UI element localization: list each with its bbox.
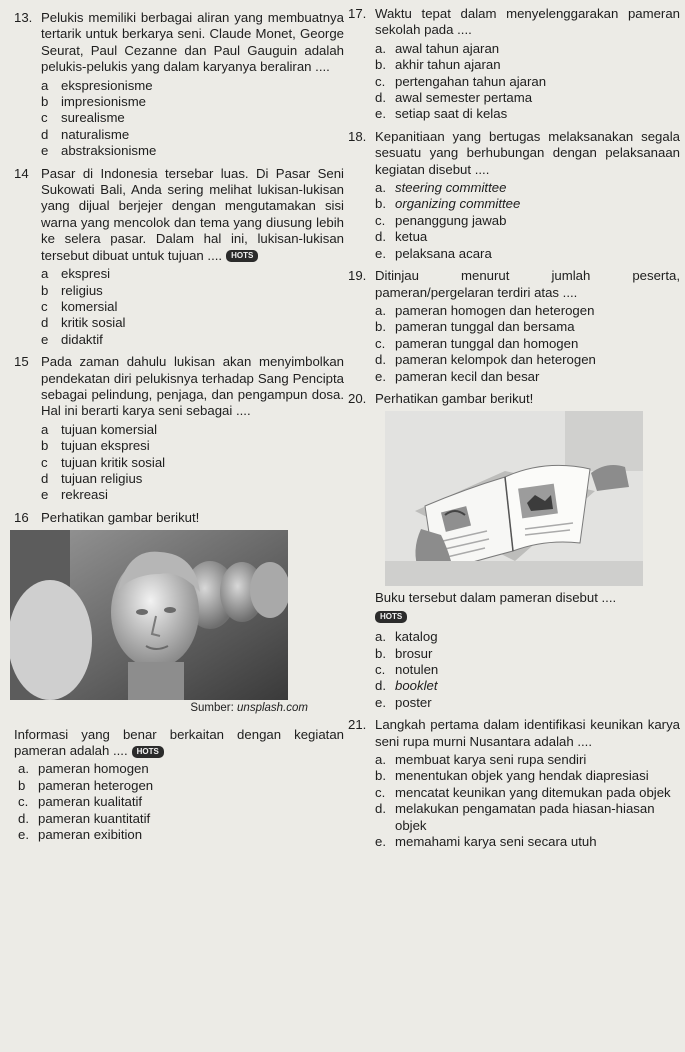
left-column: [14, 10, 344, 849]
option-a[interactable]: a. awal tahun ajaran: [375, 40, 500, 56]
question-text: Ditinjau menurut jumlah peserta, pameran/pergelaran terdiri atas ....: [375, 268, 680, 300]
option-e[interactable]: e. pameran exibition: [18, 827, 143, 843]
question-text: Langkah pertama dalam identifikasi keunikan karya seni rupa murni Nusantara adalah ....: [375, 717, 680, 749]
option-c[interactable]: c. pameran kualitatif: [18, 794, 143, 810]
hots-badge: HOTS: [226, 250, 258, 262]
option-d[interactable]: d. ketua: [375, 229, 428, 245]
option-b[interactable]: b tujuan ekspresi: [41, 438, 150, 454]
question-text: Pelukis memiliki berbagai aliran yang membuatnya tertarik untuk berkarya seni. Claude Monet, George Seurat, Paul Cezanne dan Paul Gauguin adalah pelukis-pelukis yang dalam karyanya beraliran ....: [41, 10, 344, 75]
question-number: 17.: [348, 6, 367, 21]
option-c[interactable]: c. pertengahan tahun ajaran: [375, 73, 547, 89]
option-d[interactable]: d. pameran kuantitatif: [18, 810, 151, 826]
option-e[interactable]: e. pameran kecil dan besar: [375, 368, 540, 384]
option-d[interactable]: d. pameran kelompok dan heterogen: [375, 352, 596, 368]
options-list: [375, 180, 680, 262]
option-c[interactable]: c surealisme: [41, 110, 125, 126]
image-caption: Sumber: unsplash.com: [190, 702, 308, 715]
question-20: [348, 391, 680, 711]
option-b[interactable]: b. brosur: [375, 645, 433, 661]
options-list: [41, 78, 344, 160]
question-number: 19.: [348, 268, 367, 284]
option-b[interactable]: b. menentukan objek yang hendak diapresiasi: [375, 768, 649, 784]
question-15: [14, 354, 344, 504]
question-text: Kepanitiaan yang bertugas melaksanakan segala sesuatu yang berhubungan dengan pelaksanaan kegiatan disebut ....: [375, 128, 680, 177]
options-list: [14, 761, 344, 843]
option-a[interactable]: a. membuat karya seni rupa sendiri: [375, 752, 587, 767]
question-13: [14, 10, 344, 160]
option-a[interactable]: a. pameran homogen dan heterogen: [375, 302, 595, 318]
option-c[interactable]: c komersial: [41, 298, 118, 314]
option-b[interactable]: b impresionisme: [41, 94, 147, 110]
option-a[interactable]: a ekspresi: [41, 266, 111, 282]
option-b[interactable]: b religius: [41, 282, 103, 298]
question-14: [14, 166, 344, 348]
question-text: Perhatikan gambar berikut!: [41, 509, 200, 525]
hots-badge: HOTS: [375, 611, 407, 623]
option-e[interactable]: e rekreasi: [41, 487, 108, 503]
hots-badge: HOTS: [132, 746, 164, 758]
options-list: [375, 41, 680, 123]
option-b[interactable]: b. akhir tahun ajaran: [375, 57, 501, 73]
option-c[interactable]: c. notulen: [375, 661, 439, 677]
question-18: [348, 129, 680, 262]
options-list: [375, 629, 680, 711]
options-list: [41, 266, 344, 348]
question-number: 18.: [348, 128, 367, 144]
option-d[interactable]: d. melakukan pengamatan pada hiasan-hiasan objek: [375, 801, 655, 833]
question-number: 13.: [14, 10, 33, 25]
option-b[interactable]: b pameran heterogen: [18, 777, 154, 793]
question-number: 15: [14, 354, 29, 370]
question-text: Pasar di Indonesia tersebar luas. Di Pasar Seni Sukowati Bali, Anda sering melihat lukisan-lukisan yang dijual berjejer dengan mengutamakan sisi warna yang mencolok dan tema yang diusung lebih ke selera pasar. Dalam hal ini, lukisan-lukisan tersebut dibuat untuk tujuan .... HOTS: [41, 165, 344, 263]
option-e[interactable]: e. pelaksana acara: [375, 245, 492, 261]
question-text: Waktu tepat dalam menyelenggarakan pameran sekolah pada ....: [375, 6, 680, 38]
open-book-image: [385, 411, 643, 586]
option-c[interactable]: c. pameran tunggal dan homogen: [375, 335, 579, 351]
option-a[interactable]: a. katalog: [375, 629, 438, 645]
question-number: 20.: [348, 390, 367, 406]
question-19: [348, 268, 680, 385]
option-e[interactable]: e. memahami karya seni secara utuh: [375, 834, 597, 850]
catalog-book-photo: [385, 411, 643, 586]
option-d[interactable]: d tujuan religius: [41, 470, 143, 486]
question-text: Perhatikan gambar berikut!: [375, 390, 534, 406]
question-17: [348, 6, 680, 123]
option-a[interactable]: a. steering committee: [375, 180, 507, 196]
option-d[interactable]: d kritik sosial: [41, 315, 126, 331]
question-number: 14: [14, 165, 29, 181]
option-d[interactable]: d naturalisme: [41, 126, 130, 142]
option-a[interactable]: a. pameran homogen: [18, 761, 149, 777]
option-d[interactable]: d. awal semester pertama: [375, 90, 533, 106]
hots-row: [375, 609, 680, 625]
option-a[interactable]: a tujuan komersial: [41, 421, 158, 437]
options-list: [375, 303, 680, 385]
option-e[interactable]: e didaktif: [41, 331, 103, 347]
option-c[interactable]: c tujuan kritik sosial: [41, 454, 166, 470]
options-list: [375, 752, 680, 850]
question-number: 21.: [348, 717, 367, 733]
option-d[interactable]: d. booklet: [375, 678, 438, 694]
option-e[interactable]: e. poster: [375, 694, 432, 710]
question-number: 16: [14, 509, 29, 525]
question-text: Pada zaman dahulu lukisan akan menyimbolkan pendekatan diri pelukisnya terhadap Sang Pencipta sebagai pelindung, penjaga, dan pengampun dosa. Hal ini berarti karya seni sebagai ....: [41, 354, 344, 419]
statue-heads-image: [10, 530, 288, 700]
statue-photo: [10, 530, 288, 700]
right-column: [348, 6, 680, 856]
option-e[interactable]: e. setiap saat di kelas: [375, 106, 508, 122]
option-c[interactable]: c. mencatat keunikan yang ditemukan pada objek: [375, 784, 671, 800]
option-b[interactable]: b. pameran tunggal dan bersama: [375, 319, 575, 335]
question-text-2: Informasi yang benar berkaitan dengan kegiatan pameran adalah .... HOTS: [14, 726, 344, 758]
option-a[interactable]: a ekspresionisme: [41, 77, 153, 93]
option-e[interactable]: e abstraksionisme: [41, 143, 157, 159]
option-c[interactable]: c. penanggung jawab: [375, 212, 507, 228]
option-b[interactable]: b. organizing committee: [375, 196, 521, 212]
question-text-2: Buku tersebut dalam pameran disebut ....: [375, 590, 617, 606]
options-list: [41, 422, 344, 504]
question-16: [14, 510, 344, 844]
question-21: [348, 717, 680, 850]
